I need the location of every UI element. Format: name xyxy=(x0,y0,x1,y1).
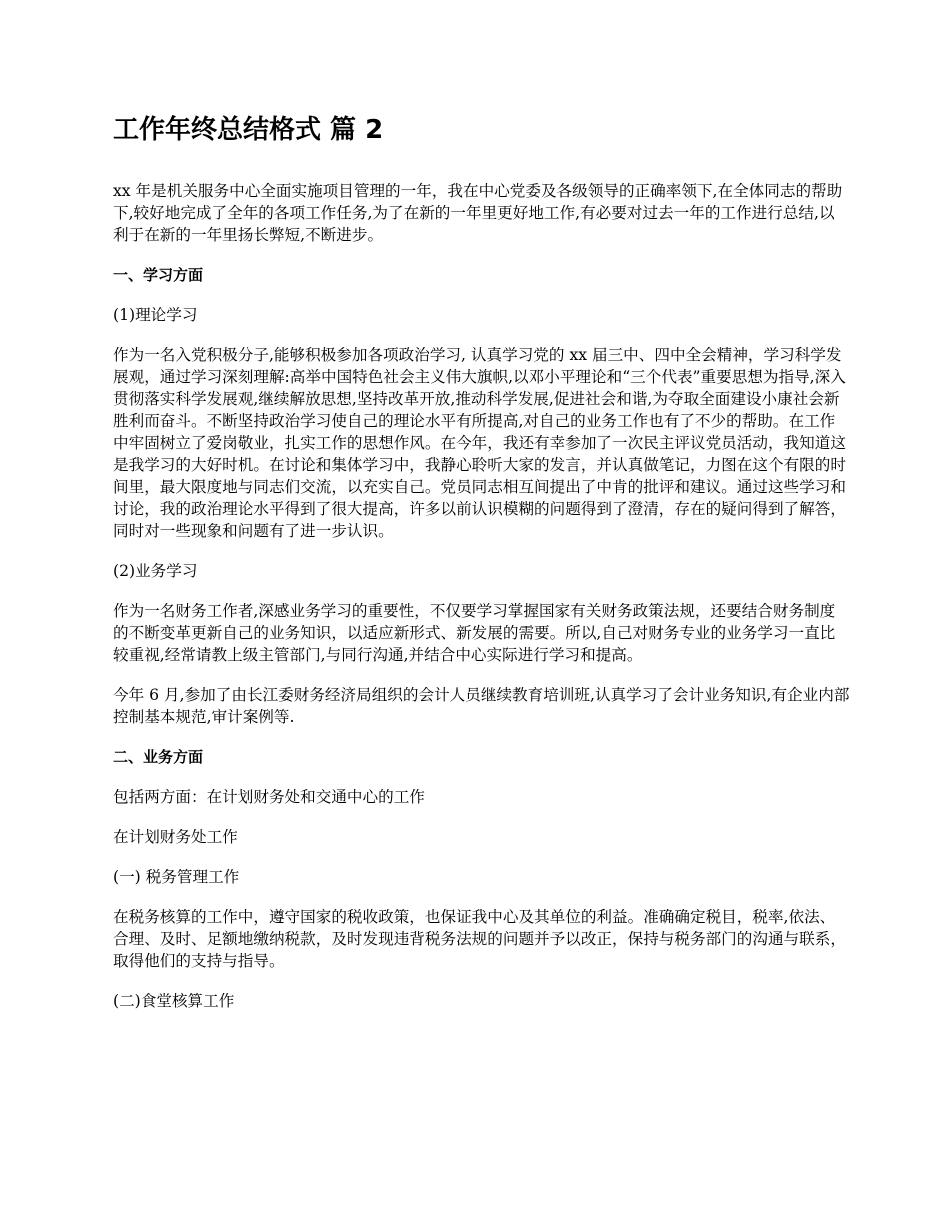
finance-dept-paragraph: 在计划财务处工作 xyxy=(113,828,238,846)
business-scope-paragraph: 包括两方面：在计划财务处和交通中心的工作 xyxy=(113,788,425,806)
training-paragraph: 今年 6 月,参加了由长江委财务经济局组织的会计人员继续教育培训班,认真学习了会计业务知识,有企业内部控制基本规范,审计案例等. xyxy=(113,686,850,726)
tax-management-paragraph: 在税务核算的工作中，遵守国家的税收政策，也保证我中心及其单位的利益。准确确定税目，税率,依法、合理、及时、足额地缴纳税款，及时发现违背税务法规的问题并予以改正，保持与税务部门的沟通与联系，取得他们的支持与指导。 xyxy=(113,908,846,970)
section-heading-study: 一、学习方面 xyxy=(113,266,204,284)
subheading-tax-management: (一) 税务管理工作 xyxy=(113,868,240,886)
theory-study-paragraph: 作为一名入党积极分子,能够积极参加各项政治学习, 认真学习党的 xx 届三中、四中全会精神，学习科学发展观，通过学习深刻理解:高举中国特色社会主义伟大旗帜,以邓小平理论和“三个代表”重要思想为指导,深入贯彻落实科学发展观,继续解放思想,坚持改革开放,推动科学发展,促进社会和谐,为夺取全面建设小康社会新胜利而奋斗。不断坚持政治学习使自己的理论水平有所提高,对自己的业务工作也有了不少的帮助。在工作中牢固树立了爱岗敬业，扎实工作的思想作风。在今年，我还有幸参加了一次民主评议党员活动，我知道这是我学习的大好时机。在讨论和集体学习中，我静心聆听大家的发言，并认真做笔记，力图在这个有限的时间里，最大限度地与同志们交流，以充实自己。党员同志相互间提出了中肯的批评和建议。通过这些学习和讨论，我的政治理论水平得到了很大提高，许多以前认识模糊的问题得到了澄清，存在的疑问得到了解答，同时对一些现象和问题有了进一步认识。 xyxy=(113,346,846,540)
document-page xyxy=(113,112,850,1030)
intro-paragraph: xx 年是机关服务中心全面实施项目管理的一年，我在中心党委及各级领导的正确率领下,在全体同志的帮助下,较好地完成了全年的各项工作任务,为了在新的一年里更好地工作,有必要对过去一年的工作进行总结,以利于在新的一年里扬长弊短,不断进步。 xyxy=(113,182,843,244)
subheading-canteen-accounting: (二)食堂核算工作 xyxy=(113,992,235,1010)
business-study-paragraph: 作为一名财务工作者,深感业务学习的重要性，不仅要学习掌握国家有关财务政策法规，还要结合财务制度的不断变革更新自己的业务知识，以适应新形式、新发展的需要。所以,自己对财务专业的业务学习一直比较重视,经常请教上级主管部门,与同行沟通,并结合中心实际进行学习和提高。 xyxy=(113,602,836,664)
subheading-business-study: (2)业务学习 xyxy=(113,562,198,580)
section-heading-business: 二、业务方面 xyxy=(113,748,204,766)
document-title: 工作年终总结格式 篇 2 xyxy=(113,115,384,145)
subheading-theory-study: (1)理论学习 xyxy=(113,306,198,324)
